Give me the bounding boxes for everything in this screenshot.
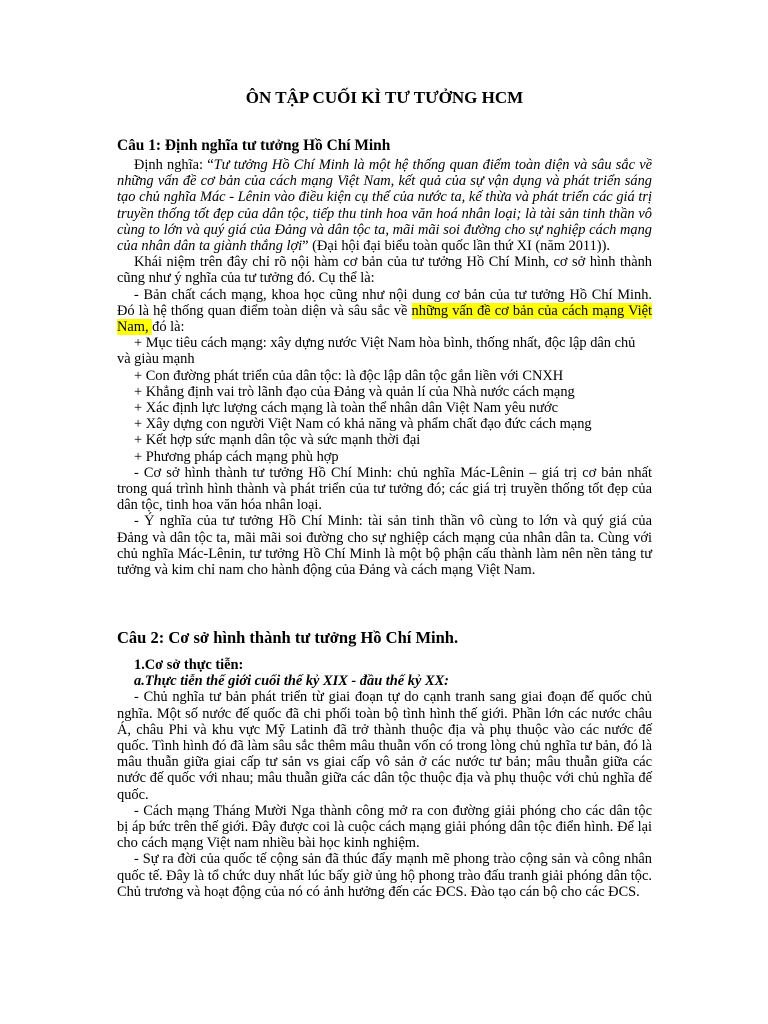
comintern-paragraph: - Sự ra đời của quốc tế cộng sản đã thúc đẩy mạnh mẽ phong trào cộng sản và công nhân quốc tế. Đây là tổ chức duy nhất lúc bấy giờ ủng hộ phong trào đấu tranh giải phóng dân tộc. Chủ trương và hoạt động của nó có ảnh hưởng đến các ĐCS. Đào tạo cán bộ cho các ĐCS. xyxy=(117,851,652,900)
significance-paragraph: - Ý nghĩa của tư tưởng Hồ Chí Minh: tài sản tinh thần vô cùng to lớn và quý giá của Đảng và dân tộc ta, mãi mãi soi đường cho sự nghiệp cách mạng của nhân dân ta. Cùng với chủ nghĩa Mác-Lênin, tư tưởng Hồ Chí Minh là một bộ phận cấu thành làm nên nền tảng tư tưởng và kim chỉ nam cho hành động của Đảng và cách mạng Việt Nam. xyxy=(117,513,652,579)
question-2-body xyxy=(117,657,652,900)
october-revolution-paragraph: - Cách mạng Tháng Mười Nga thành công mở ra con đường giải phóng cho các dân tộc bị áp bức trên thế giới. Đây được coi là cuộc cách mạng giải phóng dân tộc điển hình. Để lại cho cách mạng Việt nam nhiều bài học kinh nghiệm. xyxy=(117,802,652,852)
list-item: + Xác định lực lượng cách mạng là toàn thể nhân dân Việt Nam yêu nước xyxy=(134,400,559,417)
list-item: + Con đường phát triển của dân tộc: là độc lập dân tộc gắn liền với CNXH xyxy=(134,367,564,384)
question-2-heading: Câu 2: Cơ sở hình thành tư tưởng Hồ Chí Minh. xyxy=(117,628,459,647)
list-item: + Phương pháp cách mạng phù hợp xyxy=(134,448,339,465)
question-1-body xyxy=(117,157,652,578)
definition-paragraph: Định nghĩa: “Tư tưởng Hồ Chí Minh là một hệ thống quan điểm toàn diện và sâu sắc về những vấn đề cơ bản của cách mạng Việt Nam, kết quả của sự vận dụng và phát triển sáng tạo chủ nghĩa Mác - Lênin vào điều kiện cụ thể của nước ta, kế thừa và phát triển các giá trị truyền thống tốt đẹp của dân tộc, tiếp thu tinh hoa văn hoá nhân loại; là tài sản tinh thần vô cùng to lớn và quý giá của Đảng và dân tộc ta, mãi mãi soi đường cho sự nghiệp cách mạng của nhân dân ta giành thắng lợi” (Đại hội đại biểu toàn quốc lần thứ XI (năm 2011)). xyxy=(117,157,652,255)
section-heading: 1.Cơ sở thực tiễn: xyxy=(134,657,244,673)
nature-paragraph: - Bản chất cách mạng, khoa học cũng như nội dung cơ bản của tư tưởng Hồ Chí Minh. Đó là hệ thống quan điểm toàn diện và sâu sắc về những vấn đề cơ bản của cách mạng Việt Nam, đó là: xyxy=(117,286,653,336)
definition-quote: Tư tưởng Hồ Chí Minh là một hệ thống quan điểm toàn diện và sâu sắc về những vấn đề cơ bản của cách mạng Việt Nam, kết quả của sự vận dụng và phát triển sáng tạo chủ nghĩa Mác - Lênin vào điều kiện cụ thể của nước ta, kế thừa và phát triển các giá trị truyền thống tốt đẹp của dân tộc, tiếp thu tinh hoa văn hoá nhân loại; là tài sản tinh thần vô cùng to lớn và quý giá của Đảng và dân tộc ta, mãi mãi soi đường cho sự nghiệp cách mạng của nhân dân ta giành thắng lợi xyxy=(117,157,652,255)
concept-paragraph: Khái niệm trên đây chỉ rõ nội hàm cơ bản của tư tưởng Hồ Chí Minh, cơ sở hình thành cũng như ý nghĩa của tư tưởng đó. Cụ thể là: xyxy=(117,254,652,287)
list-item: + Khẳng định vai trò lãnh đạo của Đảng và quản lí của Nhà nước cách mạng xyxy=(134,383,575,400)
list-item: + Mục tiêu cách mạng: xây dựng nước Việt Nam hòa bình, thống nhất, độc lập dân chủ và giàu mạnh xyxy=(117,335,636,368)
subsection-heading: a.Thực tiễn thế giới cuối thế kỷ XIX - đầu thế kỷ XX: xyxy=(134,673,449,690)
page-title: ÔN TẬP CUỐI KÌ TƯ TƯỞNG HCM xyxy=(245,88,524,107)
highlighted-text: những vấn đề cơ bản của cách mạng Việt Nam, xyxy=(117,302,653,336)
question-1-heading: Câu 1: Định nghĩa tư tưởng Hồ Chí Minh xyxy=(117,137,391,154)
list-item: + Kết hợp sức mạnh dân tộc và sức mạnh thời đại xyxy=(134,432,421,449)
list-item: + Xây dựng con người Việt Nam có khả năng và phẩm chất đạo đức cách mạng xyxy=(134,416,592,433)
foundation-paragraph: - Cơ sở hình thành tư tưởng Hồ Chí Minh: chủ nghĩa Mác-Lênin – giá trị cơ bản nhất trong quá trình hình thành và phát triển của tư tưởng đó; các giá trị truyền thống tốt đẹp của dân tộc, tinh hoa văn hóa nhân loại. xyxy=(117,464,652,514)
capitalism-paragraph: - Chủ nghĩa tư bản phát triển từ giai đoạn tự do cạnh tranh sang giai đoạn đế quốc chủ nghĩa. Một số nước đế quốc đã chi phối toàn bộ tình hình thế giới. Phần lớn các nước châu Á, châu Phi và khu vực Mỹ Latinh đã trở thành thuộc địa và phụ thuộc vào các nước đế quốc. Tình hình đó đã làm sâu sắc thêm mâu thuẫn vốn có trong lòng chủ nghĩa tư bản, đó là mâu thuẫn giữa giai cấp tư sản vs giai cấp vô sản ở các nước tư bản; mâu thuẫn giữa các nước đế quốc với nhau; mâu thuẫn giữa các dân tộc thuộc địa và phụ thuộc với chủ nghĩa đế quốc. xyxy=(117,689,652,803)
